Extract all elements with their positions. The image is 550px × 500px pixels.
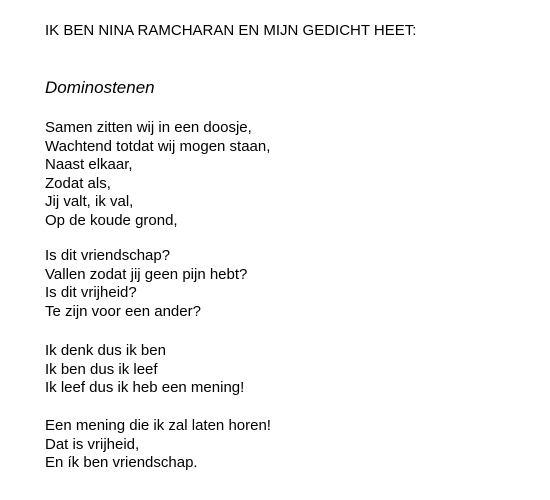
stanza-1 bbox=[45, 119, 270, 230]
poem-line: En ík ben vriendschap. bbox=[45, 454, 198, 471]
stanza-3 bbox=[45, 342, 244, 398]
poem-line: Is dit vriendschap? bbox=[45, 247, 171, 264]
poem-line: Zodat als, bbox=[45, 174, 111, 192]
poem-line: Naast elkaar, bbox=[45, 156, 133, 173]
poem-line: Ik ben dus ik leef bbox=[45, 360, 158, 378]
stanza-2 bbox=[45, 247, 247, 321]
poem-line: Te zijn voor een ander? bbox=[45, 302, 201, 320]
author-heading: IK BEN NINA RAMCHARAN EN MIJN GEDICHT HEET: bbox=[45, 22, 417, 39]
poem-line: Ik denk dus ik ben bbox=[45, 342, 166, 359]
poem-line: Dat is vrijheid, bbox=[45, 435, 140, 453]
poem-title: Dominostenen bbox=[45, 78, 155, 97]
poem-line: Samen zitten wij in een doosje, bbox=[45, 119, 252, 136]
poem-line: Een mening die ik zal laten horen! bbox=[45, 417, 271, 434]
poem-line: Ik leef dus ik heb een mening! bbox=[45, 379, 245, 396]
poem-line: Is dit vrijheid? bbox=[45, 284, 137, 301]
poem-line: Jij valt, ik val, bbox=[45, 193, 134, 210]
poem-line: Vallen zodat jij geen pijn hebt? bbox=[45, 265, 248, 283]
poem-line: Wachtend totdat wij mogen staan, bbox=[45, 137, 271, 155]
stanza-4 bbox=[45, 417, 271, 473]
poem-line: Op de koude grond, bbox=[45, 211, 178, 229]
